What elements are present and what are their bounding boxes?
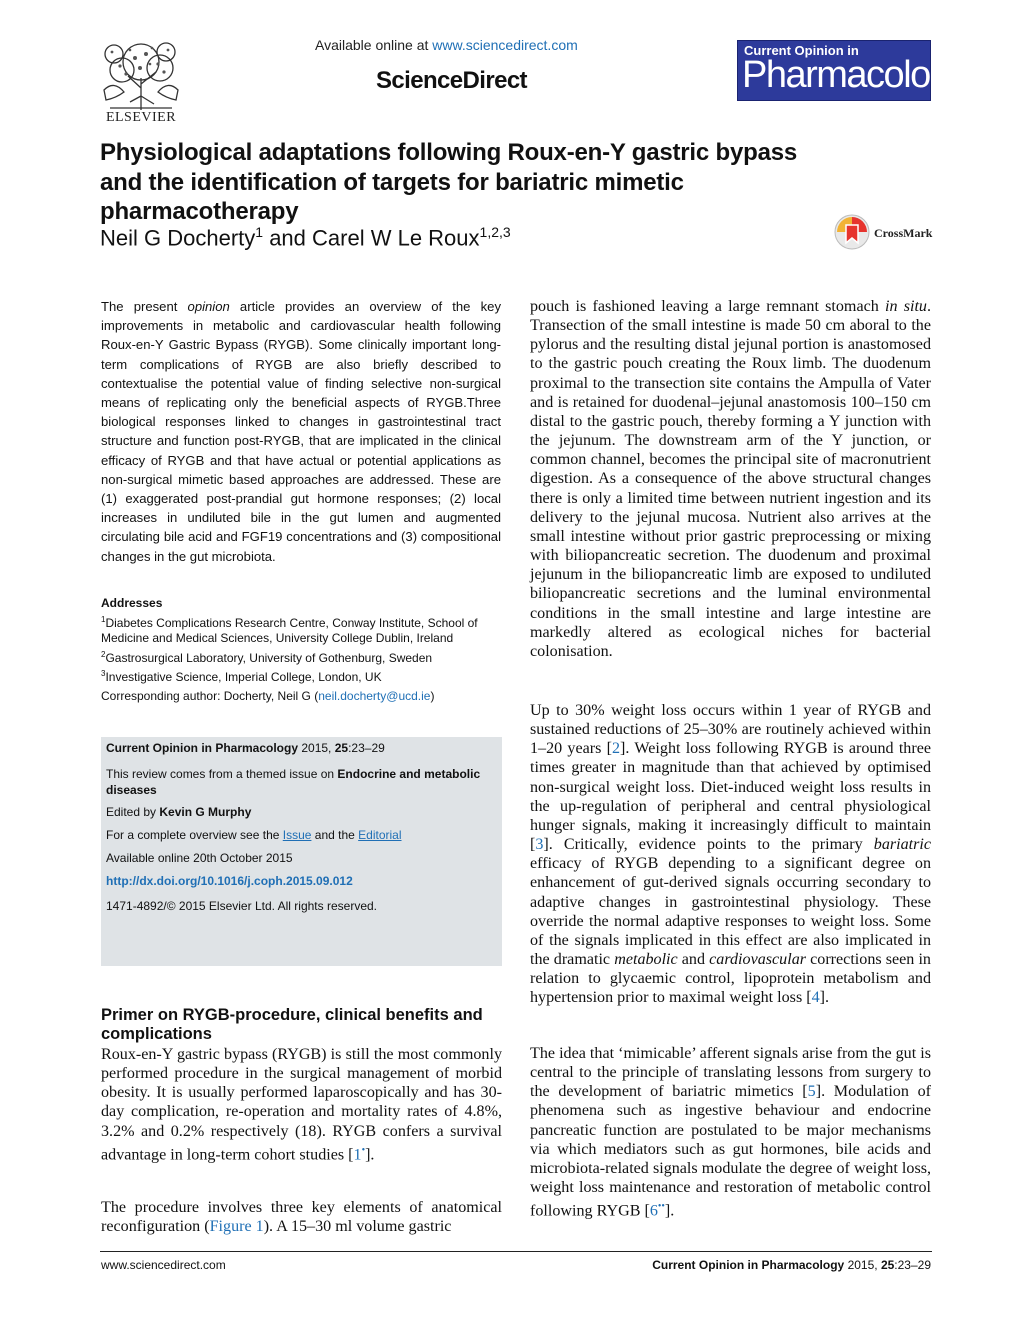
author-name: Carel W Le Roux xyxy=(312,225,480,251)
address-text: Diabetes Complications Research Centre, Conway Institute, School of Medicine and Medical Sciences, University College Dublin, Ireland xyxy=(101,615,478,646)
paragraph-text: The procedure involves three key elements of anatomical reconfiguration ( xyxy=(101,1199,502,1236)
reference-link[interactable]: 2 xyxy=(612,740,621,758)
editorial-link[interactable]: Editorial xyxy=(358,828,402,842)
author-separator: and xyxy=(263,225,313,251)
paragraph-text: efficacy of RYGB depending to a significant degree on enhancement of gut-derived signals occurring secondary to adaptive changes in gastrointestinal physiology. These override the normal adaptive responses to weight loss. Some of the signals implicated in this effect are also implicated in the dramatic xyxy=(530,855,931,969)
paragraph-text: ]. Weight loss following RYGB is around three times greater in magnitude than that achieved by optimised non-surgical weight loss. Diet-induced weight loss results in the up-regulation of peripheral and central physiological hunger signals, making it increasingly difficult to maintain [ xyxy=(530,740,931,854)
issue-editor xyxy=(106,805,251,821)
primer-paragraph-2 xyxy=(101,1198,502,1236)
address-item xyxy=(101,647,501,667)
figure-link[interactable]: Figure 1 xyxy=(209,1218,264,1236)
issue-info-box xyxy=(101,737,502,966)
corresponding-label: Corresponding author: Docherty, Neil G ( xyxy=(101,689,319,703)
reference-link[interactable]: 1 xyxy=(353,1146,362,1164)
body-paragraph-1 xyxy=(530,297,931,661)
elsevier-wordmark: ELSEVIER xyxy=(105,110,177,125)
reference-marker: •• xyxy=(657,1201,665,1213)
abstract-italic: opinion xyxy=(187,299,230,314)
issue-pages: :23–29 xyxy=(348,741,385,755)
issn-copyright: 1471-4892/© 2015 Elsevier Ltd. All rights reserved. xyxy=(106,899,377,913)
abstract xyxy=(101,297,501,566)
issue-year: 2015, xyxy=(298,741,335,755)
reference-marker: • xyxy=(361,1144,366,1156)
paragraph-text: ]. Modulation of phenomena such as ingestive behaviour and endocrine pancreatic function are postulated to be major mechanisms via which mediators such as gut hormones, bile acids and microbiota-related signals modulate the degree of weight loss, weight loss maintenance and restoration of metabolic control following RYGB [ xyxy=(530,1083,932,1220)
corresponding-email-link[interactable]: neil.docherty@ucd.ie xyxy=(318,689,431,703)
addresses-section xyxy=(101,596,501,686)
address-text: Gastrosurgical Laboratory, University of Gothenburg, Sweden xyxy=(105,650,433,665)
address-item xyxy=(101,612,501,647)
abstract-text: The present xyxy=(101,299,188,314)
addresses-heading: Addresses xyxy=(101,596,163,610)
body-paragraph-3 xyxy=(530,1044,931,1221)
address-item xyxy=(101,666,501,686)
journal-badge xyxy=(737,40,967,101)
issue-and: and the xyxy=(311,828,359,842)
paragraph-text: corrections seen in relation to glycaemic control, lipoprotein metabolism and hypertension prior to maximal weight loss [ xyxy=(530,951,931,1007)
crossmark-icon xyxy=(834,213,874,253)
footer-divider xyxy=(100,1251,932,1252)
author-name: Neil G Docherty xyxy=(100,225,256,251)
available-online-line xyxy=(315,37,578,53)
paragraph-text: ]. xyxy=(664,1202,675,1220)
paragraph-text: and xyxy=(677,951,710,969)
paragraph-text: ). A 15–30 ml volume gastric xyxy=(263,1218,452,1236)
issue-overview xyxy=(106,828,402,844)
available-online-label: Available online at xyxy=(315,37,433,53)
sciencedirect-url-link[interactable]: www.sciencedirect.com xyxy=(432,37,578,53)
paragraph-italic: metabolic xyxy=(614,951,678,969)
abstract-text: article provides an overview of the key improvements in metabolic and cardiovascular health following Roux-en-Y Gastric Bypass (RYGB). Some clinically important long-term complications of RYGB are also briefly described to contextualise the potential value of finding selective non-surgical means of replicating only the beneficial aspects of RYGB.Three biological responses linked to changes in gastrointestinal tract structure and function post-RYGB, that are implicated in the clinical efficacy of RYGB and that have actual or potential applications as non-surgical mimetic based approaches are addressed. These are (1) exaggerated post-prandial gut hormone responses; (2) local increases in undiluted bile in the gut lumen and augmented circulating bile acid and FGF19 concentrations and (3) compositional changes in the gut microbiota. xyxy=(101,299,501,564)
address-text: Investigative Science, Imperial College, London, UK xyxy=(105,670,382,685)
issue-volume: 25 xyxy=(334,741,349,755)
footer-pages: :23–29 xyxy=(894,1258,931,1272)
issue-editor-name: Kevin G Murphy xyxy=(159,805,252,819)
paragraph-text: ]. xyxy=(819,989,830,1007)
issue-theme-name: Endocrine and metabolic diseases xyxy=(106,767,481,797)
paragraph-text: ]. Critically, evidence points to the primary xyxy=(543,836,874,854)
section-heading: Primer on RYGB-procedure, clinical benefits and complications xyxy=(101,1006,483,1043)
paragraph-text: ]. xyxy=(365,1146,375,1164)
paragraph-italic: cardiovascular xyxy=(709,951,807,969)
paragraph-text: The idea that ‘mimicable’ afferent signals arise from the gut is central to the principle of translating lessons from surgery to the development of bariatric mimetics [ xyxy=(530,1045,931,1101)
body-paragraph-2 xyxy=(530,701,931,1008)
elsevier-tree-icon xyxy=(100,40,182,112)
issue-theme xyxy=(106,767,501,798)
issue-journal: Current Opinion in Pharmacology xyxy=(106,741,299,755)
paragraph-italic: in situ xyxy=(885,298,927,315)
primer-paragraph-1 xyxy=(101,1045,502,1164)
doi-link[interactable]: http://dx.doi.org/10.1016/j.coph.2015.09.012 xyxy=(106,874,353,888)
author-list xyxy=(100,224,511,251)
corresponding-author xyxy=(101,689,501,703)
footer-journal: Current Opinion in Pharmacology xyxy=(652,1258,845,1272)
reference-link[interactable]: 5 xyxy=(807,1083,816,1101)
address-number: 2 xyxy=(101,649,106,659)
crossmark-label: CrossMark xyxy=(874,226,933,240)
paragraph-text: . Transection of the small intestine is made 50 cm aboral to the pylorus and the resulting distal jejunal portion is anastomosed to the gastric pouch creating the Roux limb. The duodenum proximal to the transection site contains the Ampulla of Vater and is retained for duodenal–jejunal anastomosis 100–150 cm distal to the gastric pouch, thereby forming a Y junction with the jejunum. The downstream arm of the Y junction, or common channel, becomes the principal site of macronutrient digestion. As a consequence of the above structural changes there is only a limited time between nutrient ingestion and its delivery to the jejunal mucosa. Nutrient also arrives at the small intestine without prior gastric preprocessing or mixing with biliopancreatic secretion. The duodenum and proximal jejunum in the biliopancreatic limb are exposed to undiluted biliopancreatic secretions and the luminal environmental conditions in the small intestine and large intestine are markedly altered as ecological niches for bacterial colonisation. xyxy=(530,298,932,660)
footer-citation xyxy=(652,1258,931,1272)
corresponding-suffix: ) xyxy=(430,689,435,703)
author-affiliation-sup: 1,2,3 xyxy=(479,224,511,240)
issue-available: Available online 20th October 2015 xyxy=(106,851,293,865)
issue-editor-label: Edited by xyxy=(106,805,160,819)
footer-volume: 25 xyxy=(880,1258,895,1272)
journal-badge-title: Pharmacology xyxy=(742,54,967,96)
footer-website[interactable]: www.sciencedirect.com xyxy=(101,1258,226,1272)
journal-badge-subtitle: Current Opinion in xyxy=(744,43,859,58)
issue-overview-label: For a complete overview see the xyxy=(106,828,283,842)
reference-link[interactable]: 6 xyxy=(649,1202,658,1220)
address-number: 3 xyxy=(101,669,106,679)
reference-link[interactable]: 4 xyxy=(811,989,820,1007)
footer-year: 2015, xyxy=(844,1258,881,1272)
author-affiliation-sup: 1 xyxy=(255,224,264,240)
paragraph-text: Up to 30% weight loss occurs within 1 year of RYGB and sustained reductions of 25–30% are routinely achieved within 1–20 years [ xyxy=(530,702,931,758)
address-number: 1 xyxy=(101,614,106,624)
paragraph-text: Roux-en-Y gastric bypass (RYGB) is still the most commonly performed procedure in the surgical management of morbid obesity. It is usually performed laparoscopically and has 30-day complication, re-operation and mortality rates of 4.8%, 3.2% and 0.2% respectively (18). RYGB confers a survival advantage in long-term cohort studies [ xyxy=(101,1046,502,1164)
issue-theme-label: This review comes from a themed issue on xyxy=(106,767,338,781)
paragraph-italic: bariatric xyxy=(873,836,931,854)
paragraph-text: pouch is fashioned leaving a large remnant stomach xyxy=(530,298,885,315)
article-title: Physiological adaptations following Roux-en-Y gastric bypass and the identification of targets for bariatric mimetic pharmacotherapy xyxy=(100,139,798,225)
sciencedirect-wordmark: ScienceDirect xyxy=(376,67,527,94)
issue-citation xyxy=(106,741,385,757)
reference-link[interactable]: 3 xyxy=(535,836,544,854)
issue-link[interactable]: Issue xyxy=(282,828,312,842)
